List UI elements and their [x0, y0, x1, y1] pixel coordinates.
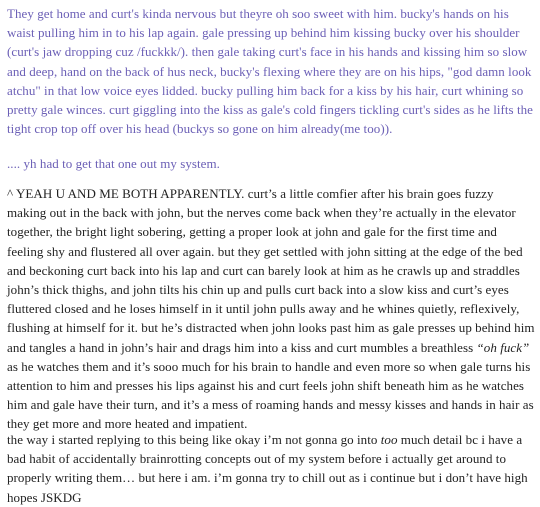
- reply-paragraph-2-text-a: the way i started replying to this being like okay i’m not gonna go into: [7, 432, 381, 447]
- reply-paragraph-2-emphasis: too: [380, 432, 398, 447]
- reply-paragraph-1-text-a: ^ YEAH U AND ME BOTH APPARENTLY. curt’s a little comfier after his brain goes fuzzy making out in the back with john, but the nerves come back when they’re actually in the elevator together, the bright light sobering, getting a proper look at john and gale for the first time and feeling shy and flustered all over again. but they get settled with john sitting at the edge of the bed and beckoning curt back into his lap and curt can barely look at him as he crawls up and straddles john’s thick thighs, and john tilts his chin up and pulls curt back into a slow kiss and curt’s eyes fluttered closed and he loses himself in it until john pulls away and he whines quietly, reflexively, flushing at himself for it. but he’s distracted when john looks past him as gale presses up behind him and tangles a hand in john’s hair and drags him into a kiss and curt mumbles a breathless: [7, 186, 535, 355]
- quoted-paragraph-2-text: .... yh had to get that one out my system.: [7, 156, 220, 171]
- reply-paragraph-1-text-b: as he watches them and it’s sooo much for his brain to handle and even more so when gale turns his attention to him and presses his lips against his and curt feels john shift beneath him as he watches him and gale have their turn, and it’s a mess of roaming hands and messy kisses and hands in hair as they get more and more heated and impatient.: [7, 358, 534, 432]
- quoted-paragraph-2: [7, 154, 535, 173]
- quoted-paragraph-1: [7, 4, 535, 138]
- quoted-paragraph-1-text: They get home and curt's kinda nervous but theyre oh soo sweet with him. bucky's hands on his waist pulling him in to his lap again. gale pressing up behind him kissing bucky over his shoulder (curt's jaw dropping cuz /fuckkk/). then gale taking curt's face in his hands and kissing him so slow and deep, hand on the back of hus neck, bucky's flexing where they are on his hips, "god damn look atchu" in that low voice eyes lidded. bucky pulling him back for a kiss by his hair, curt whining so pretty gale winces. curt giggling into the kiss as gale's cold fingers tickling curt's sides as he lifts the tight crop top off over his head (buckys so gone on him already(me too)).: [7, 6, 534, 137]
- reply-paragraph-2-text-b: much detail bc i have a bad habit of accidentally brainrotting concepts out of my system before i actually get around to properly writing them… but here i am. i’m gonna try to chill out as i continue but i don’t have high hopes JSKDG: [7, 432, 528, 505]
- reply-paragraph-1: [7, 184, 535, 434]
- reply-paragraph-2: [7, 430, 535, 507]
- reply-paragraph-1-emphasis: “oh fuck”: [476, 339, 530, 355]
